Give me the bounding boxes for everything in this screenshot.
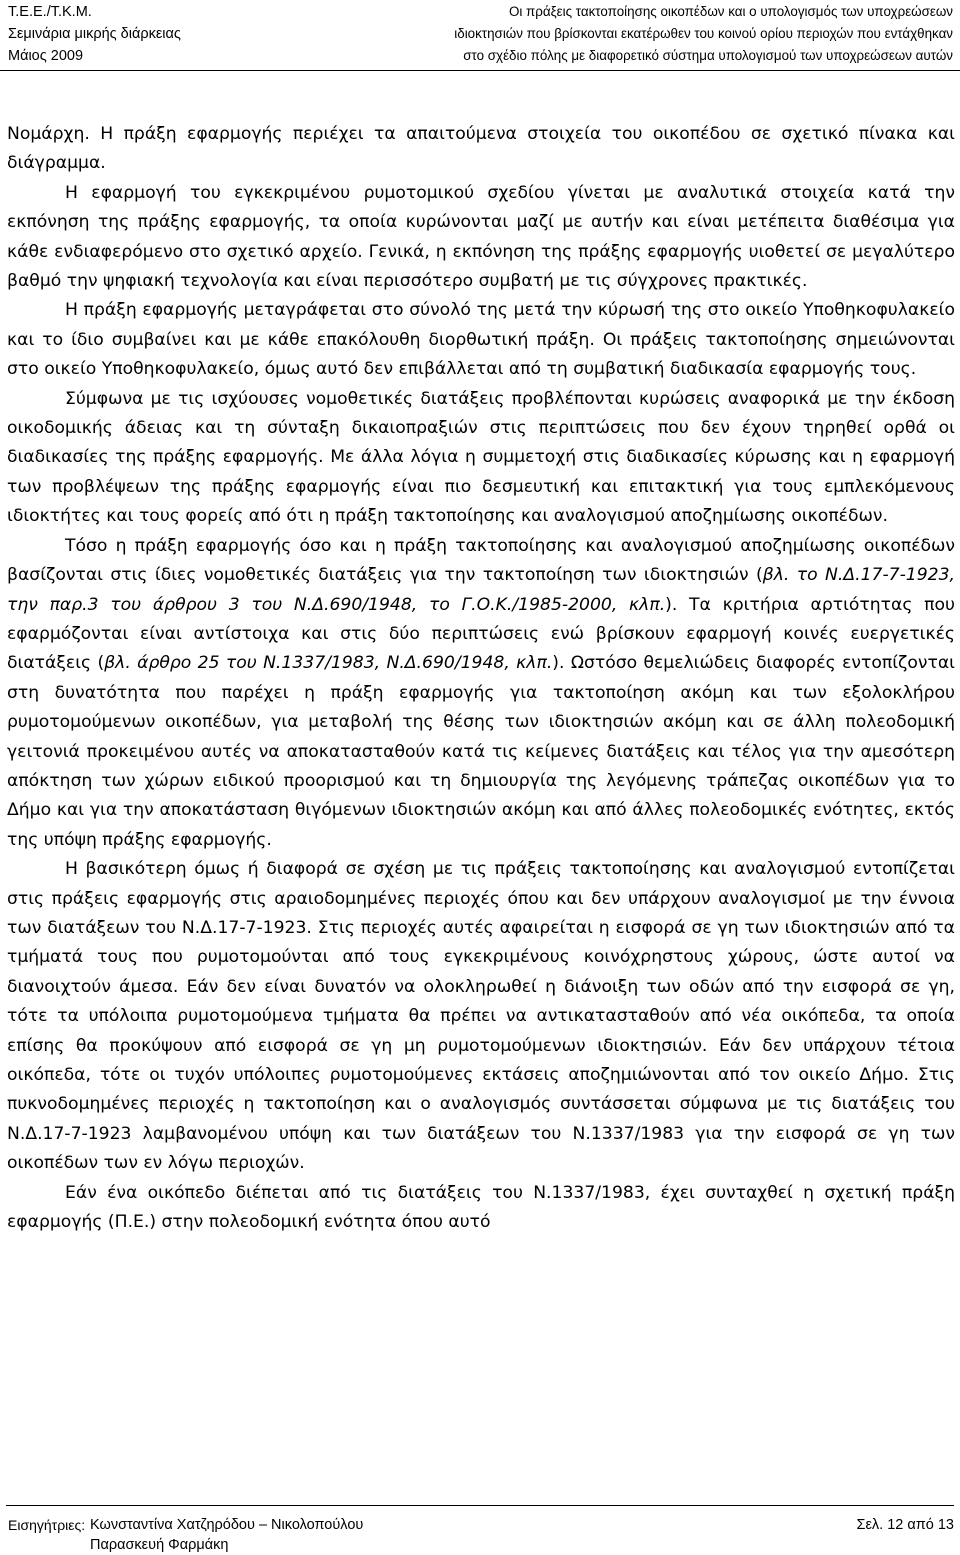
header-topic-line-3: στο σχέδιο πόλης με διαφορετικό σύστημα υπολογισμού των υποχρεώσεων αυτών [463,48,953,63]
header-topic-line-2: ιδιοκτησιών που βρίσκονται εκατέρωθεν του κοινού ορίου περιοχών που εντάχθηκαν [454,26,953,41]
page-number: Σελ. 12 από 13 [856,1517,954,1533]
header-date: Μάιος 2009 [8,48,84,64]
paragraph-3: Η πράξη εφαρμογής μεταγράφεται στο σύνολό της μετά την κύρωσή της στο οικείο Υποθηκοφυλακείο και το ίδιο συμβαίνει και με κάθε επακόλουθη διορθωτική πράξη. Οι πράξεις τακτοποίησης σημειώνονται στο οικείο Υποθηκοφυλακείο, όμως αυτό δεν επιβάλλεται από τη συμβατική διαδικασία εφαρμογής τους. [7,300,955,380]
page-header [0,0,960,70]
footer-divider [6,1505,954,1506]
paragraph-5-citation-1: βλ. το Ν.Δ.17-7-1923, την παρ.3 του άρθρου 3 του Ν.Δ.690/1948, το Γ.Ο.Κ./1985-2000, κλπ. [7,565,955,615]
header-left [8,1,181,67]
paragraph-5 [7,532,955,855]
header-topic-line-1: Οι πράξεις τακτοποίησης οικοπέδων και ο υπολογισμός των υποχρεώσεων [508,4,953,19]
paragraph-5-text-c: ). Ωστόσο θεμελιώδεις διαφορές εντοπίζονται στη δυνατότητα που παρέχει η πράξη εφαρμογής για τακτοποίηση ακόμη και των εξολοκλήρου ρυμοτομούμενων οικοπέδων, για μεταβολή της θέσης των ιδιοκτησιών ακόμη και σε άλλη πολεοδομική γειτονιά προκειμένου αυτές να αποκατασταθούν κατά τις κείμενες διατάξεις και τέλος για την αμεσότερη απόκτηση των χώρων ειδικού προορισμού και τη δημιουργία της λεγόμενης τράπεζας οικοπέδων για το Δήμο και για την αποκατάσταση θιγόμενων ιδιοκτησιών ακόμη και από άλλες πολεοδομικές ενότητες, εκτός της υπόψη πράξης εφαρμογής. [7,653,955,850]
paragraph-5-text-b: ). Τα κριτήρια αρτιότητας που εφαρμόζονται είναι αντίστοιχα και στις δύο περιπτώσεις ενώ βρίσκουν εφαρμογή κοινές ευεργετικές διατάξεις ( [7,594,955,674]
paragraph-2: Η εφαρμογή του εγκεκριμένου ρυμοτομικού σχεδίου γίνεται με αναλυτικά στοιχεία κατά την εκπόνηση της πράξης εφαρμογής, τα οποία κυρώνονται μαζί με αυτήν και είναι μετέπειτα διαθέσιμα για κάθε ενδιαφερόμενο στο σχετικό αρχείο. Γενικά, η εκπόνηση της πράξης εφαρμογής υιοθετεί σε μεγαλύτερο βαθμό την ψηφιακή τεχνολογία και είναι περισσότερο συμβατή με τις σύγχρονες πρακτικές. [7,182,955,292]
header-right [393,1,953,67]
header-series: Σεμινάρια μικρής διάρκειας [8,26,181,42]
footer-authors [90,1515,363,1555]
paragraph-5-citation-2: βλ. άρθρο 25 του Ν.1337/1983, Ν.Δ.690/1948, κλπ. [104,653,553,674]
paragraph-5-text-a: Τόσο η πράξη εφαρμογής όσο και η πράξη τακτοποίησης και αναλογισμού αποζημίωσης οικοπέδων βασίζονται στις ίδιες νομοθετικές διατάξεις για την τακτοποίηση των ιδιοκτησιών ( [7,535,955,586]
footer-authors-label: Εισηγήτριες: [8,1517,86,1533]
header-divider [0,70,960,71]
paragraph-1: Νομάρχη. Η πράξη εφαρμογής περιέχει τα απαιτούμενα στοιχεία του οικοπέδου σε σχετικό πίνακα και διάγραμμα. [7,124,955,174]
footer-author-2: Παρασκευή Φαρμάκη [90,1537,229,1553]
footer-author-1: Κωνσταντίνα Χατζηρόδου – Νικολοπούλου [90,1517,364,1533]
paragraph-6: Η βασικότερη όμως ή διαφορά σε σχέση με τις πράξεις τακτοποίησης και αναλογισμού εντοπίζεται στις πράξεις εφαρμογής στις αραιοδομημένες περιοχές όπου και δεν υπάρχουν αναλογισμοί με την έννοια των διατάξεων του Ν.Δ.17-7-1923. Στις περιοχές αυτές αφαιρείται η εισφορά σε γη των ιδιοκτησιών από τα τμήματά τους που ρυμοτομούνται από τους εγκεκριμένους κοινόχρηστους χώρους, ώστε αυτοί να διανοιχτούν άμεσα. Εάν δεν είναι δυνατόν να ολοκληρωθεί η διάνοιξη των οδών από την εισφορά σε γη, τότε τα υπόλοιπα ρυμοτομούμενα τμήματα θα πρέπει να αντικατασταθούν από νέα οικόπεδα, τα οποία επίσης θα προκύψουν από εισφορά σε γη μη ρυμοτομούμενων ιδιοκτησιών. Εάν δεν υπάρχουν τέτοια οικόπεδα, τότε οι τυχόν υπόλοιπες ρυμοτομούμενες εκτάσεις αποζημιώνονται από τον οικείο Δήμο. Στις πυκνοδομημένες περιοχές η τακτοποίηση και ο αναλογισμός συντάσσεται σύμφωνα με τις διατάξεις του Ν.Δ.17-7-1923 λαμβανομένου υπόψη και των διατάξεων του Ν.1337/1983 για την εισφορά σε γη των οικοπέδων των εν λόγω περιοχών. [7,859,955,1174]
paragraph-7: Εάν ένα οικόπεδο διέπεται από τις διατάξεις του Ν.1337/1983, έχει συνταχθεί η σχετική πράξη εφαρμογής (Π.Ε.) στην πολεοδομική ενότητα όπου αυτό [7,1182,955,1233]
paragraph-4: Σύμφωνα με τις ισχύουσες νομοθετικές διατάξεις προβλέπονται κυρώσεις αναφορικά με την έκδοση οικοδομικής άδειας και τη σύνταξη δικαιοπραξιών στις περιπτώσεις που δεν έχουν τηρηθεί ορθά οι διαδικασίες της πράξης εφαρμογής. Με άλλα λόγια η συμμετοχή στις διαδικασίες κύρωσης και η εφαρμογή των προβλέψεων της πράξης εφαρμογής είναι πιο δεσμευτική και επιτακτική για τους εμπλεκόμενους ιδιοκτήτες και τους φορείς από ότι η πράξη τακτοποίησης και αναλογισμού αποζημίωσης οικοπέδων. [7,388,955,527]
header-org: Τ.Ε.Ε./Τ.Κ.Μ. [8,4,92,20]
document-body [7,120,955,1237]
page-footer [0,1505,960,1553]
